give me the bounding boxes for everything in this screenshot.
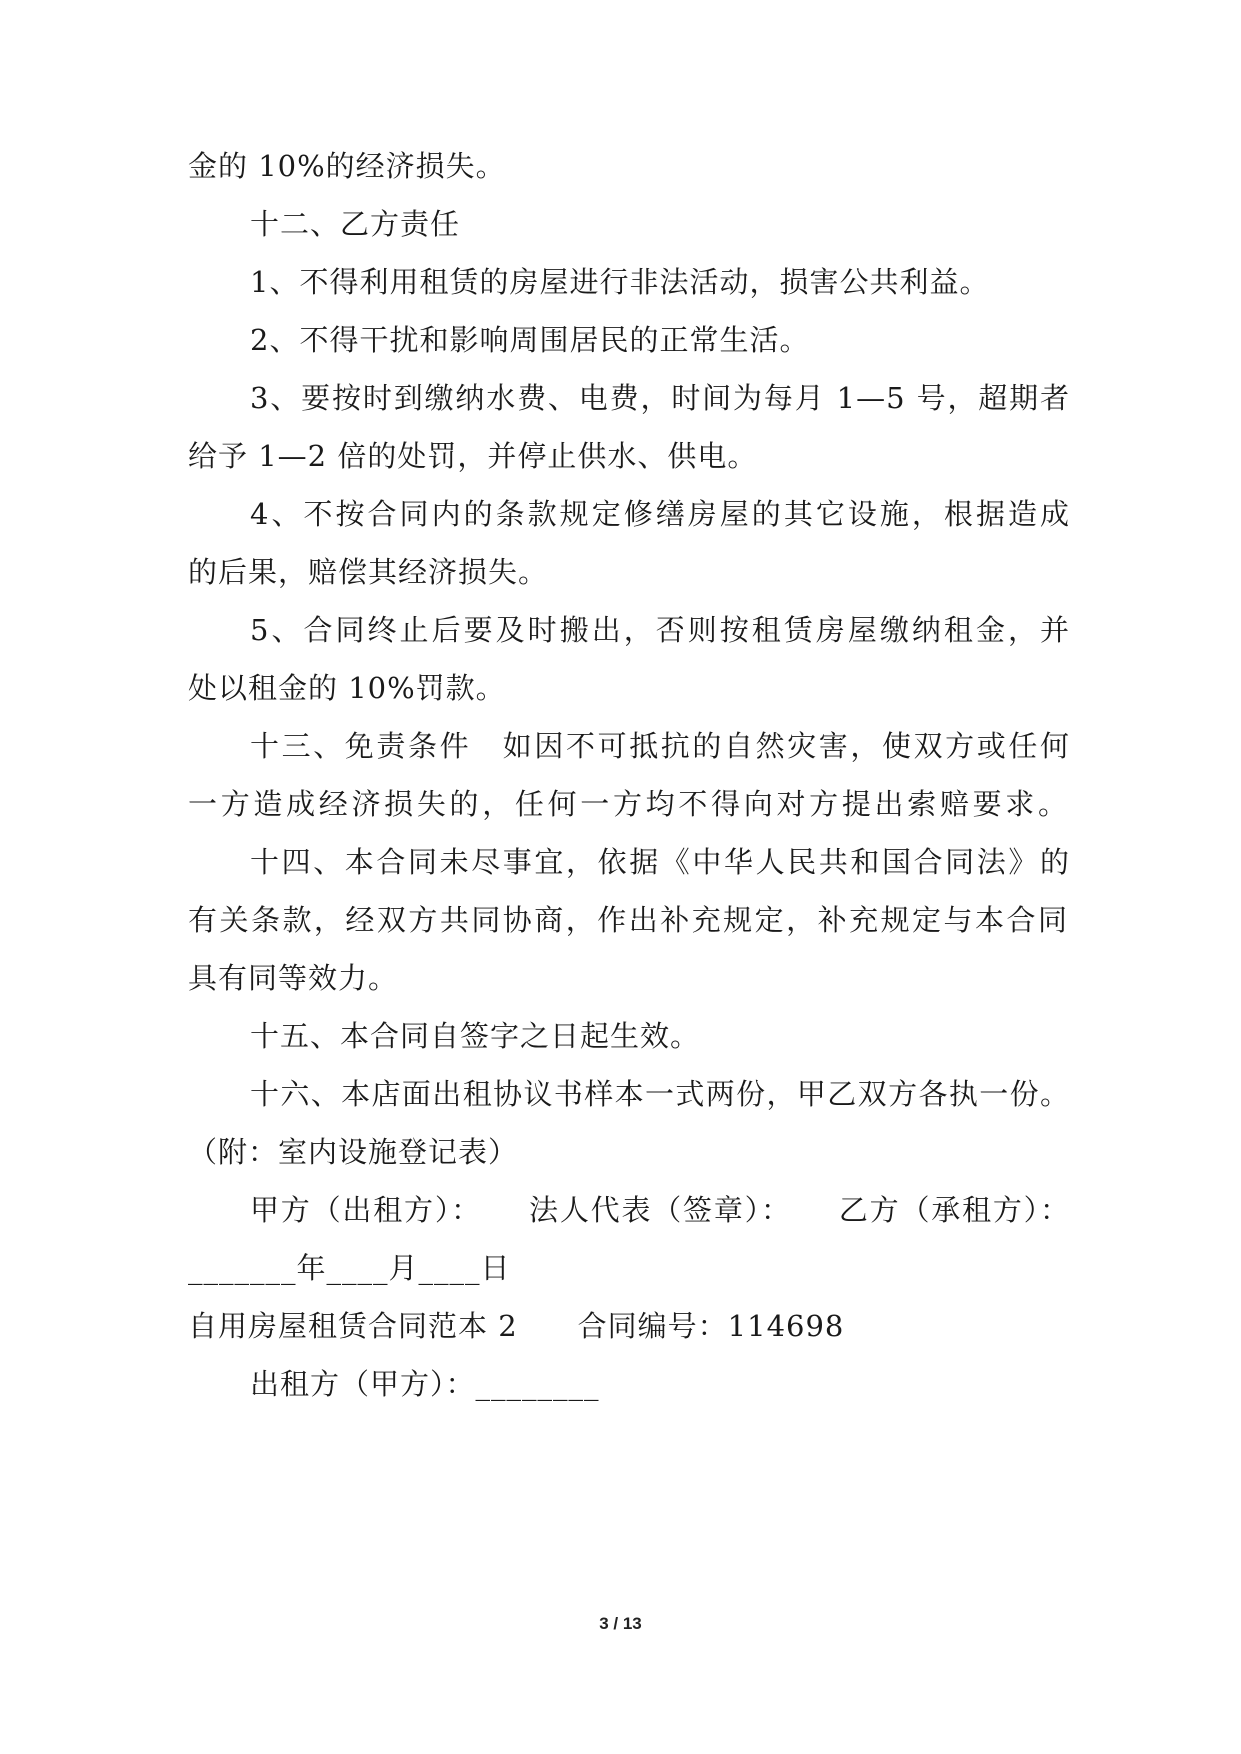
page-indicator: 3 / 13 [599,1614,642,1633]
clause-12-3-line-1: 3、要按时到缴纳水费、电费，时间为每月 1—5 号，超期者 [250,381,1070,415]
text-line-continuation: 金的 10%的经济损失。 [188,149,506,183]
section-16-line-1: 十六、本店面出租协议书样本一式两份，甲乙双方各执一份。 [250,1077,1070,1111]
clause-12-2: 2、不得干扰和影响周围居民的正常生活。 [250,323,810,357]
section-13-line-2: 一方造成经济损失的，任何一方均不得向对方提出索赔要求。 [188,787,1068,821]
clause-12-5-line-1: 5、合同终止后要及时搬出，否则按租赁房屋缴纳租金，并 [250,613,1070,647]
clause-12-4-line-1: 4、不按合同内的条款规定修缮房屋的其它设施，根据造成 [250,497,1070,531]
lessor-party-a-field: 出租方（甲方）：________ [250,1367,600,1401]
section-15: 十五、本合同自签字之日起生效。 [250,1019,701,1053]
contract-template-2-title: 自用房屋租赁合同范本 2 合同编号：114698 [188,1309,845,1343]
section-14-line-2: 有关条款，经双方共同协商，作出补充规定，补充规定与本合同 [188,903,1068,937]
clause-12-4-line-2: 的后果，赔偿其经济损失。 [188,555,549,589]
section-13-line-1: 十三、免责条件 如因不可抵抗的自然灾害，使双方或任何 [250,729,1070,763]
clause-12-5-line-2: 处以租金的 10%罚款。 [188,671,506,705]
section-16-attachment-note: （附：室内设施登记表） [188,1135,519,1169]
signature-date-line: _______年____月____日 [188,1251,511,1285]
signature-parties-line: 甲方（出租方）： 法人代表（签章）： 乙方（承租方）： [250,1193,1070,1227]
clause-12-3-line-2: 给予 1—2 倍的处罚，并停止供水、供电。 [188,439,758,473]
clause-12-1: 1、不得利用租赁的房屋进行非法活动，损害公共利益。 [250,265,990,299]
section-14-line-3: 具有同等效力。 [188,961,399,995]
section-14-line-1: 十四、本合同未尽事宜，依据《中华人民共和国合同法》的 [250,845,1070,879]
section-heading-12: 十二、乙方责任 [250,207,461,241]
